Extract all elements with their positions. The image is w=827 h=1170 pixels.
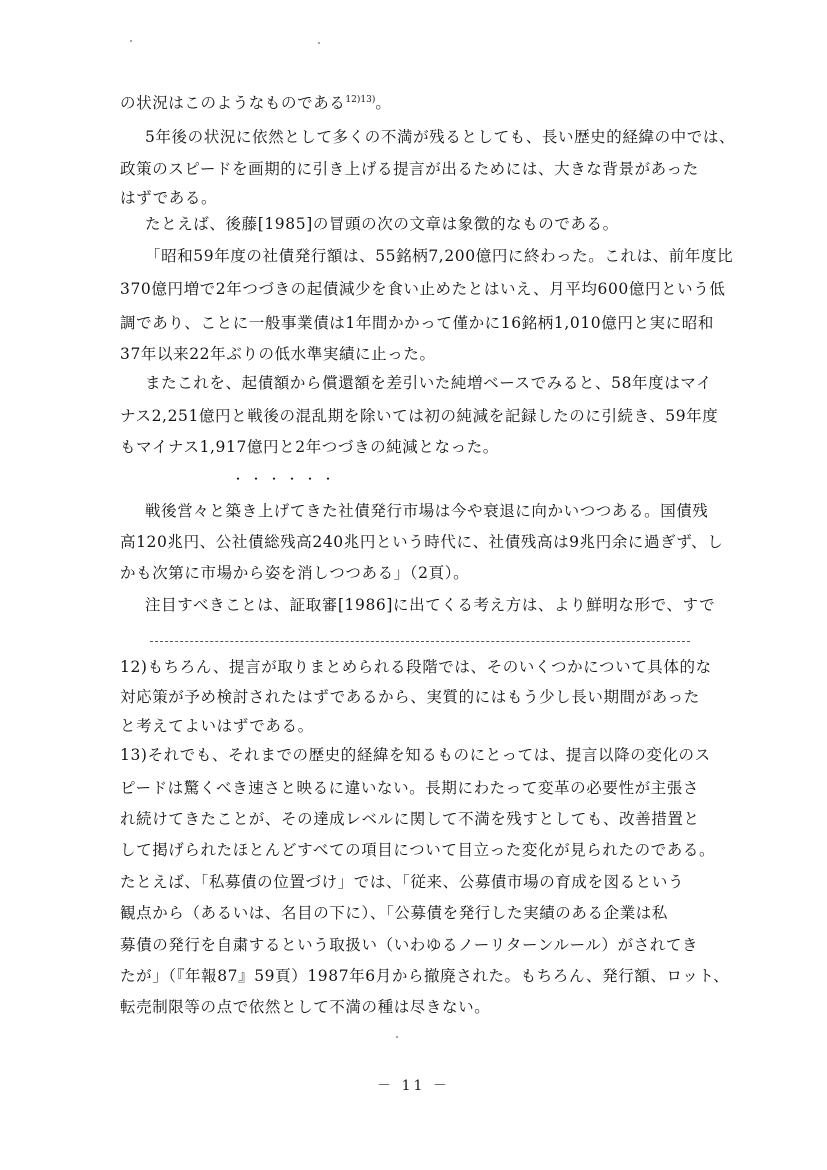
body-line-6: 「昭和59年度の社債発行額は、55銘柄7,200億円に終わった。これは、前年度比 [145,247,734,265]
body-line-3: 政策のスピードを画期的に引き上げる提言が出るためには、大きな背景があった [120,160,699,178]
body-line-16: 注目すべきことは、証取審[1986]に出てくる考え方は、より鮮明な形で、すで [145,596,716,614]
scan-speck [318,42,320,44]
footnote-13-line-2: ピードは驚くべき速さと映るに違いない。長期にわたって変革の必要性が主張さ [120,779,699,797]
footnote-13-line-4: して掲げられたほとんどすべての項目について目立った変化が見られたのである。 [120,841,716,859]
footnote-13-line-5: たとえば、「私募債の位置づけ」では、「従来、公募債市場の育成を図るという [120,873,685,891]
body-line-11: ナス2,251億円と戦後の混乱期を除いては初の純減を記録したのに引続き、59年度 [120,407,719,425]
body-line-10: またこれを、起債額から償還額を差引いた純増ベースでみると、58年度はマイ [145,374,713,392]
body-line-4: はずである。 [120,189,218,207]
body-line-14: 高120兆円、公社債総残高240兆円という時代に、社債残高は9兆円余に過ぎず、し [120,533,724,551]
footnote-13-line-7: 募債の発行を自粛するという取扱い（いわゆるノーリターンルール）がされてき [120,936,699,954]
body-line-13: 戦後営々と築き上げてきた社債発行市場は今や衰退に向かいつつある。国債残 [145,502,709,520]
body-line-1: の状況はこのようなものである$^{12)13)}$。 [120,94,392,112]
footnote-13-line-8: たが」（『年報87』59頁）1987年6月から撤廃された。もちろん、発行額、ロット、 [120,967,730,985]
body-line-9: 37年以来22年ぶりの低水準実績に止った。 [120,345,436,363]
body-line-8: 調であり、ことに一般事業債は1年間かかって僅かに16銘柄1,010億円と実に昭和 [120,314,714,332]
scan-speck [130,40,132,42]
body-line-2: 5年後の状況に依然として多くの不満が残るとしても、長い歴史的経緯の中では、 [145,128,736,146]
footnote-marker: 12)13) [345,94,376,105]
footnote-13-line-3: れ続けてきたことが、その達成レベルに関して不満を残すとしても、改善措置と [120,810,700,828]
footnote-13-line-1: 13)それでも、それまでの歴史的経緯を知るものにとっては、提言以降の変化のス [120,746,711,764]
footnote-12-line-1: 12)もちろん、提言が取りまとめられる段階では、そのいくつかについて具体的な [120,658,712,676]
footnote-13-line-6: 観点から（あるいは、名目の下に）、「公募債を発行した実績のある企業は私 [120,904,669,922]
footnote-12-line-2: 対応策が予め検討されたはずであるから、実質的にはもう少し長い期間があった [120,688,700,706]
quote-ellipsis: ・・・・・・ [232,472,341,486]
body-line-15: かも次第に市場から姿を消しつつある」（2頁）。 [120,564,470,582]
body-line-12: もマイナス1,917億円と2年つづきの純減となった。 [120,438,499,456]
footnote-13-line-9: 転売制限等の点で依然として不満の種は尽きない。 [120,998,491,1016]
page-number: － 11 － [377,1078,450,1094]
footnote-12-line-3: と考えてよいはずである。 [120,717,314,735]
body-line-5: たとえば、後藤[1985]の冒頭の次の文章は象徴的なものである。 [145,215,619,233]
body-line-7: 370億円増で2年つづきの起債減少を食い止めたとはいえ、月平均600億円という低 [120,280,726,298]
scan-speck [396,1036,398,1038]
footnote-separator [150,641,690,642]
